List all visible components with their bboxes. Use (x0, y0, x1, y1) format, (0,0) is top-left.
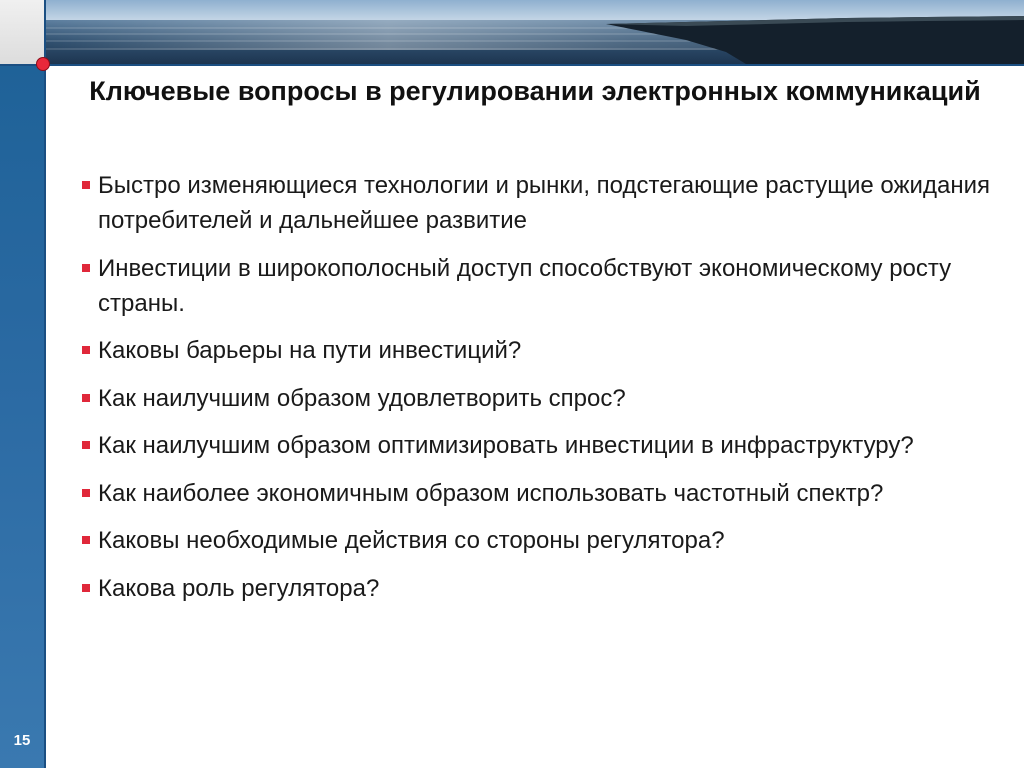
bullet-item (80, 476, 1010, 511)
square-bullet-icon (82, 346, 90, 354)
left-sidebar (0, 66, 44, 768)
square-bullet-icon (82, 264, 90, 272)
square-bullet-icon (82, 394, 90, 402)
bullet-list (80, 168, 1010, 618)
bullet-item (80, 523, 1010, 558)
slide-title: Ключевые вопросы в регулировании электронных коммуникаций (89, 76, 981, 106)
header-divider (0, 64, 1024, 66)
square-bullet-icon (82, 181, 90, 189)
square-bullet-icon (82, 584, 90, 592)
square-bullet-icon (82, 489, 90, 497)
bullet-item (80, 428, 1010, 463)
page-number: 15 (13, 732, 31, 749)
accent-dot (36, 57, 50, 71)
bullet-text: Как наилучшим образом удовлетворить спрос? (98, 384, 626, 412)
sea-banner-image (46, 0, 1024, 64)
bullet-text: Каковы необходимые действия со стороны регулятора? (98, 527, 725, 554)
corner-block (0, 0, 44, 66)
bullet-text: Быстро изменяющиеся технологии и рынки, подстегающие растущие ожидания потребителей и дальнейшее развитие (98, 172, 990, 234)
bullet-text: Каковы барьеры на пути инвестиций? (98, 337, 522, 364)
square-bullet-icon (82, 536, 90, 544)
bullet-text: Инвестиции в широкополосный доступ способствуют экономическому росту страны. (98, 254, 952, 317)
bullet-text: Как наилучшим образом оптимизировать инвестиции в инфраструктуру? (98, 432, 914, 459)
bullet-item (80, 251, 1010, 321)
bullet-item (80, 571, 1010, 606)
bullet-item (80, 333, 1010, 368)
square-bullet-icon (82, 441, 90, 449)
sidebar-divider (44, 0, 46, 768)
bullet-text: Как наиболее экономичным образом использовать частотный спектр? (98, 479, 884, 507)
bullet-text: Какова роль регулятора? (98, 574, 380, 602)
bullet-item (80, 168, 1010, 238)
bullet-item (80, 381, 1010, 416)
